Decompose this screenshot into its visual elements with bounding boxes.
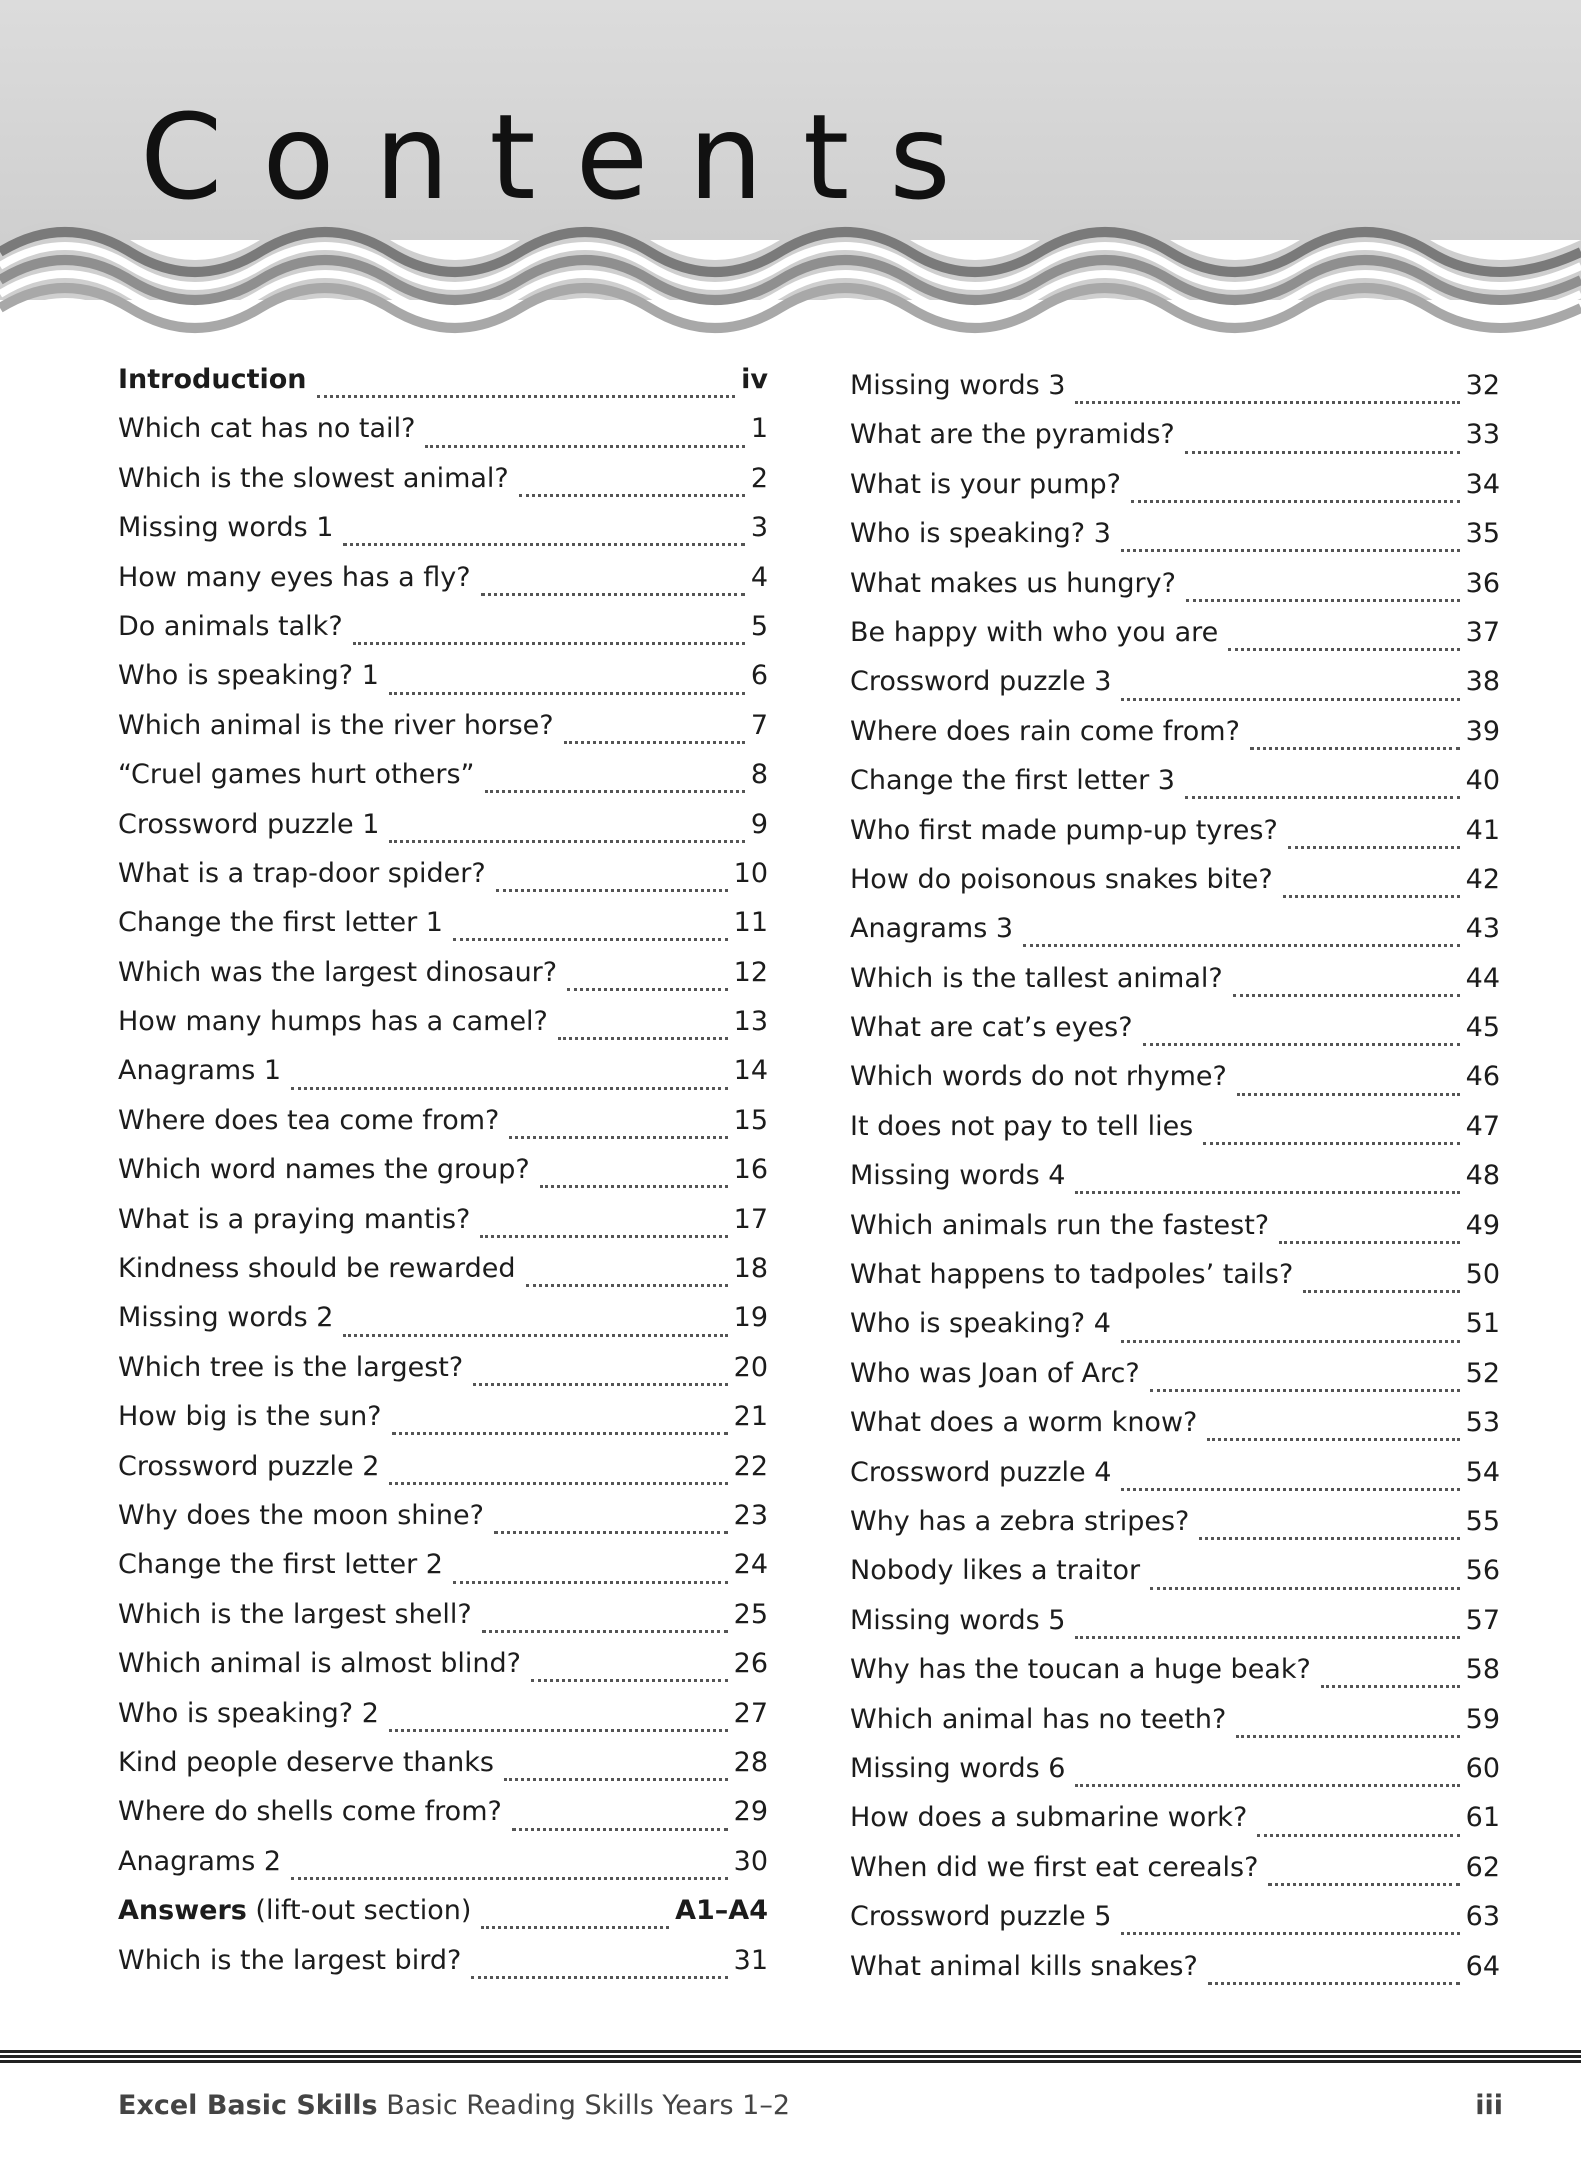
entry-title-suffix: (lift-out section) bbox=[246, 1895, 472, 1927]
entry-page-number: 56 bbox=[1465, 1555, 1500, 1587]
entry-title: Who is speaking? 2 bbox=[118, 1697, 379, 1729]
contents-entry bbox=[850, 1308, 1500, 1357]
contents-entry bbox=[850, 765, 1500, 814]
entry-page-number: 27 bbox=[733, 1697, 768, 1729]
contents-entry bbox=[118, 1006, 768, 1055]
entry-page-number: 8 bbox=[750, 759, 768, 791]
dot-leader bbox=[1283, 895, 1460, 898]
entry-page-number: 62 bbox=[1465, 1851, 1500, 1883]
entry-page-number: 18 bbox=[733, 1253, 768, 1285]
contents-entry bbox=[850, 1704, 1500, 1753]
contents-entry bbox=[118, 1105, 768, 1154]
entry-page-number: 12 bbox=[733, 956, 768, 988]
entry-title: Where does rain come from? bbox=[850, 715, 1240, 747]
entry-title: Why has the toucan a huge beak? bbox=[850, 1654, 1311, 1686]
contents-entry bbox=[850, 913, 1500, 962]
dot-leader bbox=[519, 494, 745, 497]
dot-leader bbox=[1075, 1191, 1459, 1194]
entry-page-number: 50 bbox=[1465, 1259, 1500, 1291]
dot-leader bbox=[1075, 1784, 1459, 1787]
entry-page-number: 40 bbox=[1465, 765, 1500, 797]
contents-entry bbox=[850, 469, 1500, 518]
entry-title: Which animal is the river horse? bbox=[118, 709, 554, 741]
contents-entry bbox=[850, 1802, 1500, 1851]
dot-leader bbox=[480, 1235, 727, 1238]
entry-page-number: 36 bbox=[1465, 567, 1500, 599]
footer-rule bbox=[0, 2050, 1581, 2064]
entry-page-number: 21 bbox=[733, 1401, 768, 1433]
dot-leader bbox=[1207, 1438, 1459, 1441]
entry-title: How does a submarine work? bbox=[850, 1802, 1248, 1834]
dot-leader bbox=[343, 543, 744, 546]
contents-entry bbox=[118, 957, 768, 1006]
entry-title: Change the first letter 3 bbox=[850, 765, 1175, 797]
contents-entry bbox=[118, 759, 768, 808]
contents-entry bbox=[118, 1154, 768, 1203]
entry-page-number: 63 bbox=[1465, 1901, 1500, 1933]
contents-entry bbox=[118, 364, 768, 413]
entry-title: Do animals talk? bbox=[118, 610, 343, 642]
entry-title: What does a worm know? bbox=[850, 1407, 1198, 1439]
entry-title: What are cat’s eyes? bbox=[850, 1012, 1133, 1044]
dot-leader bbox=[494, 1531, 728, 1534]
entry-title: What is a trap-door spider? bbox=[118, 857, 486, 889]
entry-title: Change the first letter 1 bbox=[118, 907, 443, 939]
dot-leader bbox=[481, 1926, 669, 1929]
footer-book-title: Basic Reading Skills Years 1–2 bbox=[386, 2090, 791, 2121]
entry-title: What makes us hungry? bbox=[850, 567, 1176, 599]
entry-page-number: 52 bbox=[1465, 1357, 1500, 1389]
page-number: iii bbox=[1475, 2090, 1503, 2121]
entry-title: How many eyes has a fly? bbox=[118, 561, 471, 593]
contents-entry bbox=[118, 660, 768, 709]
dot-leader bbox=[471, 1976, 727, 1979]
entry-title: Anagrams 3 bbox=[850, 913, 1014, 945]
dot-leader bbox=[567, 988, 728, 991]
dot-leader bbox=[526, 1284, 728, 1287]
entry-title: Which is the tallest animal? bbox=[850, 962, 1223, 994]
header-banner bbox=[0, 0, 1581, 360]
dot-leader bbox=[496, 889, 728, 892]
footer-brand: Excel Basic Skills bbox=[118, 2090, 378, 2121]
contents-entry bbox=[850, 1407, 1500, 1456]
contents-entry bbox=[118, 1796, 768, 1845]
contents-entry bbox=[850, 1753, 1500, 1802]
entry-title: Where does tea come from? bbox=[118, 1104, 500, 1136]
entry-page-number: 7 bbox=[750, 709, 768, 741]
dot-leader bbox=[1268, 1883, 1459, 1886]
entry-page-number: 11 bbox=[733, 907, 768, 939]
dot-leader bbox=[558, 1037, 728, 1040]
dot-leader bbox=[1203, 1142, 1459, 1145]
entry-title: It does not pay to tell lies bbox=[850, 1110, 1194, 1142]
contents-entry bbox=[118, 512, 768, 561]
entry-title: Why has a zebra stripes? bbox=[850, 1505, 1190, 1537]
dot-leader bbox=[453, 938, 728, 941]
entry-page-number: 14 bbox=[733, 1055, 768, 1087]
entry-title: Missing words 5 bbox=[850, 1604, 1066, 1636]
entry-title: How do poisonous snakes bite? bbox=[850, 863, 1273, 895]
dot-leader bbox=[1208, 1982, 1460, 1985]
dot-leader bbox=[1150, 1587, 1460, 1590]
entry-page-number: 45 bbox=[1465, 1012, 1500, 1044]
entry-title: How big is the sun? bbox=[118, 1401, 382, 1433]
entry-title: Who first made pump-up tyres? bbox=[850, 814, 1278, 846]
dot-leader bbox=[1131, 500, 1460, 503]
dot-leader bbox=[531, 1679, 728, 1682]
entry-title: Which words do not rhyme? bbox=[850, 1061, 1227, 1093]
dot-leader bbox=[389, 840, 744, 843]
entry-title: Which tree is the largest? bbox=[118, 1351, 464, 1383]
entry-title: Which animal is almost blind? bbox=[118, 1648, 521, 1680]
dot-leader bbox=[1121, 1340, 1460, 1343]
contents-entry bbox=[850, 716, 1500, 765]
entry-page-number: 34 bbox=[1465, 468, 1500, 500]
dot-leader bbox=[425, 445, 744, 448]
dot-leader bbox=[343, 1334, 727, 1337]
contents-entry bbox=[850, 1852, 1500, 1901]
entry-title: Missing words 3 bbox=[850, 370, 1066, 401]
entry-page-number: 19 bbox=[733, 1302, 768, 1334]
entry-page-number: 3 bbox=[750, 512, 768, 544]
entry-title bbox=[118, 1895, 471, 1926]
entry-title: Which is the slowest animal? bbox=[118, 462, 509, 494]
dot-leader bbox=[1186, 599, 1460, 602]
entry-page-number: 58 bbox=[1465, 1654, 1500, 1686]
entry-title: Anagrams 2 bbox=[118, 1845, 282, 1877]
entry-title: What is a praying mantis? bbox=[118, 1203, 471, 1235]
dot-leader bbox=[1121, 698, 1459, 701]
entry-page-number: 16 bbox=[733, 1154, 768, 1186]
entry-page-number: 57 bbox=[1465, 1604, 1500, 1636]
contents-entry bbox=[118, 1055, 768, 1104]
contents-entry bbox=[850, 1901, 1500, 1950]
dot-leader bbox=[1199, 1537, 1459, 1540]
dot-leader bbox=[1228, 648, 1459, 651]
contents-entry bbox=[850, 617, 1500, 666]
dot-leader bbox=[389, 692, 745, 695]
entry-title: Why does the moon shine? bbox=[118, 1499, 484, 1531]
entry-title: “Cruel games hurt others” bbox=[118, 759, 475, 791]
dot-leader bbox=[1250, 747, 1460, 750]
entry-page-number: 2 bbox=[750, 462, 768, 494]
entry-page-number: 25 bbox=[733, 1598, 768, 1630]
contents-entry bbox=[850, 1605, 1500, 1654]
contents-entry bbox=[118, 1648, 768, 1697]
entry-page-number: 55 bbox=[1465, 1505, 1500, 1537]
entry-title: Missing words 6 bbox=[850, 1752, 1066, 1784]
contents-entry bbox=[118, 1352, 768, 1401]
contents-entry bbox=[118, 1401, 768, 1450]
entry-page-number: 1 bbox=[750, 413, 768, 445]
entry-page-number: 54 bbox=[1465, 1456, 1500, 1488]
entry-page-number: 4 bbox=[750, 561, 768, 593]
entry-page-number: 23 bbox=[733, 1499, 768, 1531]
contents-entry bbox=[850, 666, 1500, 715]
footer bbox=[118, 2090, 1503, 2121]
entry-page-number: 35 bbox=[1465, 518, 1500, 550]
entry-title: Missing words 2 bbox=[118, 1302, 334, 1334]
dot-leader bbox=[392, 1432, 728, 1435]
entry-page-number: 33 bbox=[1465, 419, 1500, 451]
contents-entry bbox=[850, 1160, 1500, 1209]
entry-title: Anagrams 1 bbox=[118, 1055, 282, 1087]
entry-title: Who is speaking? 1 bbox=[118, 660, 379, 692]
dot-leader bbox=[485, 790, 745, 793]
entry-page-number: 17 bbox=[733, 1203, 768, 1235]
dot-leader bbox=[473, 1383, 727, 1386]
entry-title: Crossword puzzle 5 bbox=[850, 1901, 1112, 1933]
entry-page-number: 10 bbox=[733, 857, 768, 889]
dot-leader bbox=[1121, 1932, 1459, 1935]
entry-title: Missing words 1 bbox=[118, 512, 334, 544]
dot-leader bbox=[1236, 1735, 1459, 1738]
contents-entry bbox=[850, 419, 1500, 468]
contents-entry bbox=[850, 864, 1500, 913]
entry-page-number: 42 bbox=[1465, 863, 1500, 895]
entry-title: What happens to tadpoles’ tails? bbox=[850, 1259, 1294, 1291]
entry-page-number: 20 bbox=[733, 1351, 768, 1383]
dot-leader bbox=[291, 1877, 728, 1880]
contents-entry bbox=[850, 1654, 1500, 1703]
contents-entry bbox=[118, 1698, 768, 1747]
dot-leader bbox=[564, 741, 745, 744]
entry-page-number: 48 bbox=[1465, 1160, 1500, 1192]
entry-page-number: 41 bbox=[1465, 814, 1500, 846]
contents-right-column bbox=[850, 370, 1500, 2000]
entry-page-number: 24 bbox=[733, 1549, 768, 1581]
dot-leader bbox=[353, 642, 745, 645]
contents-entry bbox=[118, 562, 768, 611]
entry-page-number: 43 bbox=[1465, 913, 1500, 945]
contents-entry bbox=[118, 710, 768, 759]
dot-leader bbox=[291, 1087, 728, 1090]
contents-entry bbox=[118, 1302, 768, 1351]
entry-page-number: 44 bbox=[1465, 962, 1500, 994]
entry-title: How many humps has a camel? bbox=[118, 1006, 548, 1038]
entry-title: Crossword puzzle 2 bbox=[118, 1450, 380, 1482]
contents-entry bbox=[850, 1210, 1500, 1259]
entry-title bbox=[118, 364, 307, 395]
entry-title: Which is the largest bird? bbox=[118, 1944, 462, 1976]
entry-page-number: 59 bbox=[1465, 1703, 1500, 1735]
contents-entry bbox=[850, 518, 1500, 567]
entry-page-number: 15 bbox=[733, 1104, 768, 1136]
entry-page-number: 37 bbox=[1465, 616, 1500, 648]
dot-leader bbox=[509, 1136, 727, 1139]
entry-title: Kind people deserve thanks bbox=[118, 1746, 494, 1778]
contents-entry bbox=[118, 1599, 768, 1648]
dot-leader bbox=[1233, 994, 1460, 997]
entry-title: Which is the largest shell? bbox=[118, 1598, 472, 1630]
entry-page-number: 47 bbox=[1465, 1110, 1500, 1142]
dot-leader bbox=[1185, 451, 1460, 454]
contents-entry bbox=[850, 1457, 1500, 1506]
dot-leader bbox=[512, 1828, 728, 1831]
entry-page-number: 60 bbox=[1465, 1752, 1500, 1784]
dot-leader bbox=[453, 1581, 728, 1584]
entry-title: Which was the largest dinosaur? bbox=[118, 956, 558, 988]
contents-left-column bbox=[118, 364, 768, 1994]
dot-leader bbox=[1150, 1389, 1460, 1392]
dot-leader bbox=[1279, 1241, 1460, 1244]
entry-page-number: 26 bbox=[733, 1648, 768, 1680]
entry-title: Who was Joan of Arc? bbox=[850, 1357, 1140, 1389]
contents-entry bbox=[118, 809, 768, 858]
entry-page-number: A1–A4 bbox=[675, 1895, 768, 1927]
entry-page-number: 5 bbox=[750, 610, 768, 642]
contents-entry bbox=[118, 858, 768, 907]
dot-leader bbox=[1023, 944, 1460, 947]
entry-title: Which animals run the fastest? bbox=[850, 1209, 1270, 1241]
entry-title: Crossword puzzle 3 bbox=[850, 666, 1112, 698]
entry-title: When did we first eat cereals? bbox=[850, 1851, 1259, 1883]
entry-page-number: 53 bbox=[1465, 1407, 1500, 1439]
entry-page-number: 39 bbox=[1465, 715, 1500, 747]
contents-entry bbox=[118, 611, 768, 660]
dot-leader bbox=[389, 1729, 728, 1732]
contents-entry bbox=[850, 963, 1500, 1012]
entry-page-number: 61 bbox=[1465, 1802, 1500, 1834]
contents-entry bbox=[118, 1451, 768, 1500]
dot-leader bbox=[1303, 1290, 1459, 1293]
entry-page-number: 29 bbox=[733, 1796, 768, 1828]
entry-page-number: 64 bbox=[1465, 1950, 1500, 1982]
entry-page-number: 30 bbox=[733, 1845, 768, 1877]
entry-title: What animal kills snakes? bbox=[850, 1950, 1198, 1982]
entry-title: Which cat has no tail? bbox=[118, 413, 416, 445]
dot-leader bbox=[1121, 549, 1460, 552]
contents-entry bbox=[850, 1555, 1500, 1604]
entry-title: Where do shells come from? bbox=[118, 1796, 502, 1828]
entry-title: Change the first letter 2 bbox=[118, 1549, 443, 1581]
entry-page-number: 22 bbox=[733, 1450, 768, 1482]
dot-leader bbox=[389, 1482, 727, 1485]
dot-leader bbox=[317, 395, 736, 398]
contents-entry bbox=[850, 1111, 1500, 1160]
contents-entry bbox=[118, 1895, 768, 1944]
entry-page-number: iv bbox=[741, 364, 768, 395]
contents-entry bbox=[118, 1846, 768, 1895]
entry-page-number: 31 bbox=[733, 1944, 768, 1976]
entry-page-number: 13 bbox=[733, 1006, 768, 1038]
dot-leader bbox=[1143, 1043, 1460, 1046]
contents-entry bbox=[118, 463, 768, 512]
dot-leader bbox=[1288, 846, 1460, 849]
contents-entry bbox=[118, 1253, 768, 1302]
dot-leader bbox=[1185, 796, 1460, 799]
entry-title: Which word names the group? bbox=[118, 1154, 530, 1186]
entry-title: Nobody likes a traitor bbox=[850, 1555, 1141, 1587]
entry-title: Who is speaking? 4 bbox=[850, 1308, 1111, 1340]
dot-leader bbox=[482, 1630, 728, 1633]
page-title: Contents bbox=[140, 88, 991, 226]
contents-entry bbox=[118, 907, 768, 956]
dot-leader bbox=[1075, 1636, 1459, 1639]
entry-page-number: 38 bbox=[1465, 666, 1500, 698]
contents-entry bbox=[118, 413, 768, 462]
entry-title: Missing words 4 bbox=[850, 1160, 1066, 1192]
entry-page-number: 51 bbox=[1465, 1308, 1500, 1340]
dot-leader bbox=[1257, 1834, 1459, 1837]
entry-title: Crossword puzzle 4 bbox=[850, 1456, 1112, 1488]
entry-title: Which animal has no teeth? bbox=[850, 1703, 1227, 1735]
contents-entry bbox=[850, 815, 1500, 864]
dot-leader bbox=[1237, 1093, 1460, 1096]
contents-entry bbox=[118, 1747, 768, 1796]
entry-page-number: 6 bbox=[750, 660, 768, 692]
footer-title bbox=[118, 2090, 790, 2121]
entry-title-bold: Introduction bbox=[118, 364, 307, 395]
dot-leader bbox=[504, 1778, 728, 1781]
contents-entry bbox=[850, 1061, 1500, 1110]
dot-leader bbox=[1121, 1488, 1459, 1491]
entry-page-number: 9 bbox=[750, 808, 768, 840]
entry-title: What is your pump? bbox=[850, 468, 1121, 500]
entry-title: Crossword puzzle 1 bbox=[118, 808, 380, 840]
contents-entry bbox=[850, 1951, 1500, 2000]
entry-title: Who is speaking? 3 bbox=[850, 518, 1111, 550]
entry-title: What are the pyramids? bbox=[850, 419, 1175, 451]
contents-entry bbox=[118, 1945, 768, 1994]
dot-leader bbox=[1075, 401, 1459, 404]
contents-entry bbox=[850, 370, 1500, 419]
dot-leader bbox=[481, 593, 745, 596]
contents-entry bbox=[850, 1259, 1500, 1308]
contents-entry bbox=[850, 1358, 1500, 1407]
dot-leader bbox=[540, 1185, 728, 1188]
entry-page-number: 32 bbox=[1465, 370, 1500, 401]
contents-entry bbox=[850, 568, 1500, 617]
entry-page-number: 49 bbox=[1465, 1209, 1500, 1241]
contents-entry bbox=[118, 1549, 768, 1598]
contents-entry bbox=[118, 1500, 768, 1549]
contents-entry bbox=[118, 1204, 768, 1253]
contents-entry bbox=[850, 1012, 1500, 1061]
contents-entry bbox=[850, 1506, 1500, 1555]
entry-title: Kindness should be rewarded bbox=[118, 1253, 516, 1285]
entry-page-number: 46 bbox=[1465, 1061, 1500, 1093]
entry-title-bold: Answers bbox=[118, 1895, 247, 1927]
entry-title: Be happy with who you are bbox=[850, 616, 1219, 648]
dot-leader bbox=[1321, 1685, 1460, 1688]
entry-page-number: 28 bbox=[733, 1746, 768, 1778]
